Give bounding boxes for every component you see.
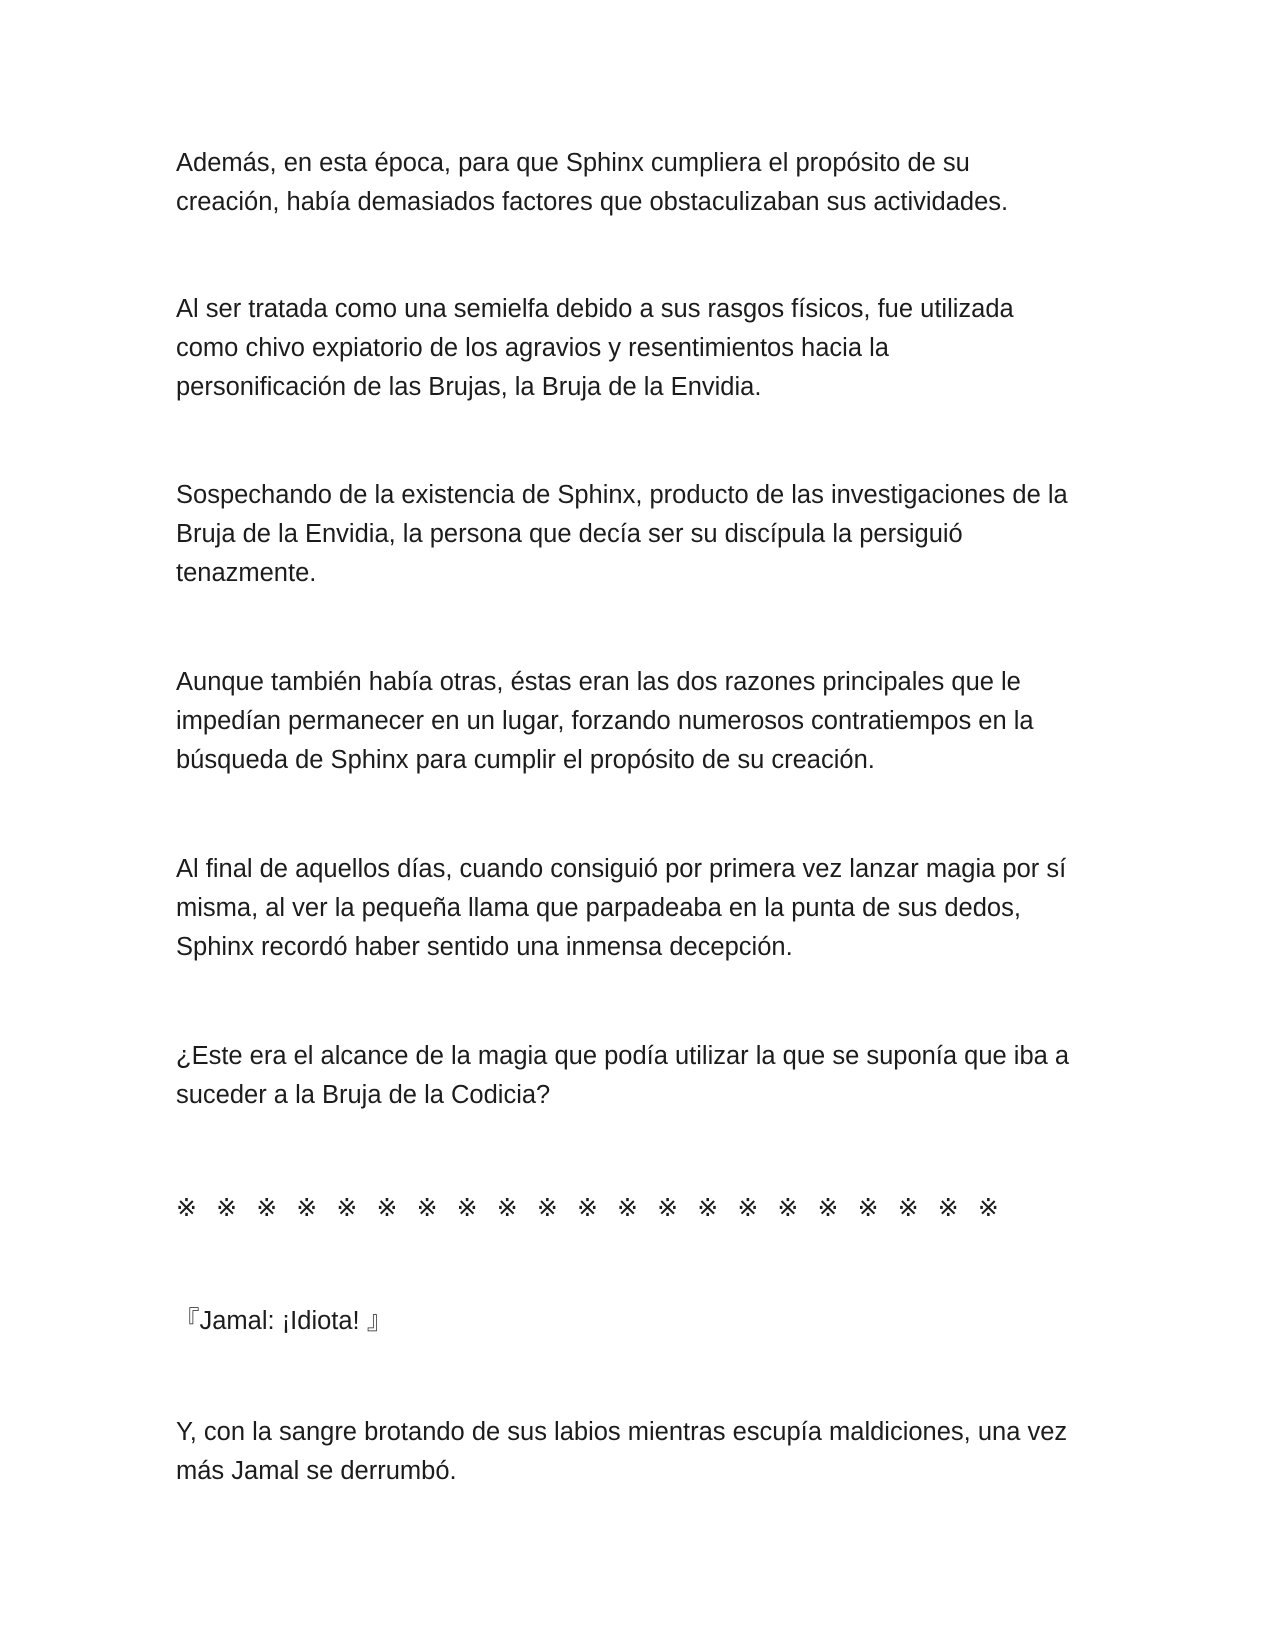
paragraph-6	[176, 1037, 1116, 1115]
dialogue-text: 『Jamal: ¡Idiota! 』	[174, 1307, 393, 1335]
paragraph-line: misma, al ver la pequeña llama que parpadeaba en la punta de sus dedos,	[176, 894, 1021, 922]
dialogue-line	[174, 1302, 1114, 1341]
paragraph-4	[176, 663, 1116, 780]
paragraph-line: Y, con la sangre brotando de sus labios mientras escupía maldiciones, una vez	[176, 1418, 1068, 1446]
paragraph-line: Sospechando de la existencia de Sphinx, producto de las investigaciones de la	[176, 481, 1068, 509]
paragraph-3	[176, 476, 1116, 593]
paragraph-1	[176, 144, 1116, 222]
paragraph-line: búsqueda de Sphinx para cumplir el propósito de su creación.	[176, 746, 875, 774]
paragraph-line: Sphinx recordó haber sentido una inmensa decepción.	[176, 933, 793, 961]
paragraph-line: ¿Este era el alcance de la magia que podía utilizar la que se suponía que iba a	[176, 1042, 1070, 1070]
paragraph-line: Al ser tratada como una semielfa debido a sus rasgos físicos, fue utilizada	[176, 295, 1014, 323]
paragraph-line: Bruja de la Envidia, la persona que decía ser su discípula la persiguió	[176, 520, 963, 548]
closing-paragraph	[176, 1413, 1116, 1491]
paragraph-line: como chivo expiatorio de los agravios y resentimientos hacia la	[176, 334, 889, 362]
section-separator: ※ ※ ※ ※ ※ ※ ※ ※ ※ ※ ※ ※ ※ ※ ※ ※ ※ ※ ※ ※ ※	[176, 1193, 1005, 1222]
paragraph-2	[176, 290, 1116, 407]
paragraph-line: creación, había demasiados factores que obstaculizaban sus actividades.	[176, 188, 1009, 216]
paragraph-5	[176, 850, 1116, 967]
paragraph-line: Al final de aquellos días, cuando consiguió por primera vez lanzar magia por sí	[176, 855, 1067, 883]
paragraph-line: tenazmente.	[176, 559, 317, 587]
paragraph-line: suceder a la Bruja de la Codicia?	[176, 1081, 551, 1109]
paragraph-line: Además, en esta época, para que Sphinx cumpliera el propósito de su	[176, 149, 970, 177]
paragraph-line: impedían permanecer en un lugar, forzando numerosos contratiempos en la	[176, 707, 1034, 735]
paragraph-line: Aunque también había otras, éstas eran las dos razones principales que le	[176, 668, 1021, 696]
paragraph-line: más Jamal se derrumbó.	[176, 1457, 457, 1485]
paragraph-line: personificación de las Brujas, la Bruja de la Envidia.	[176, 373, 762, 401]
